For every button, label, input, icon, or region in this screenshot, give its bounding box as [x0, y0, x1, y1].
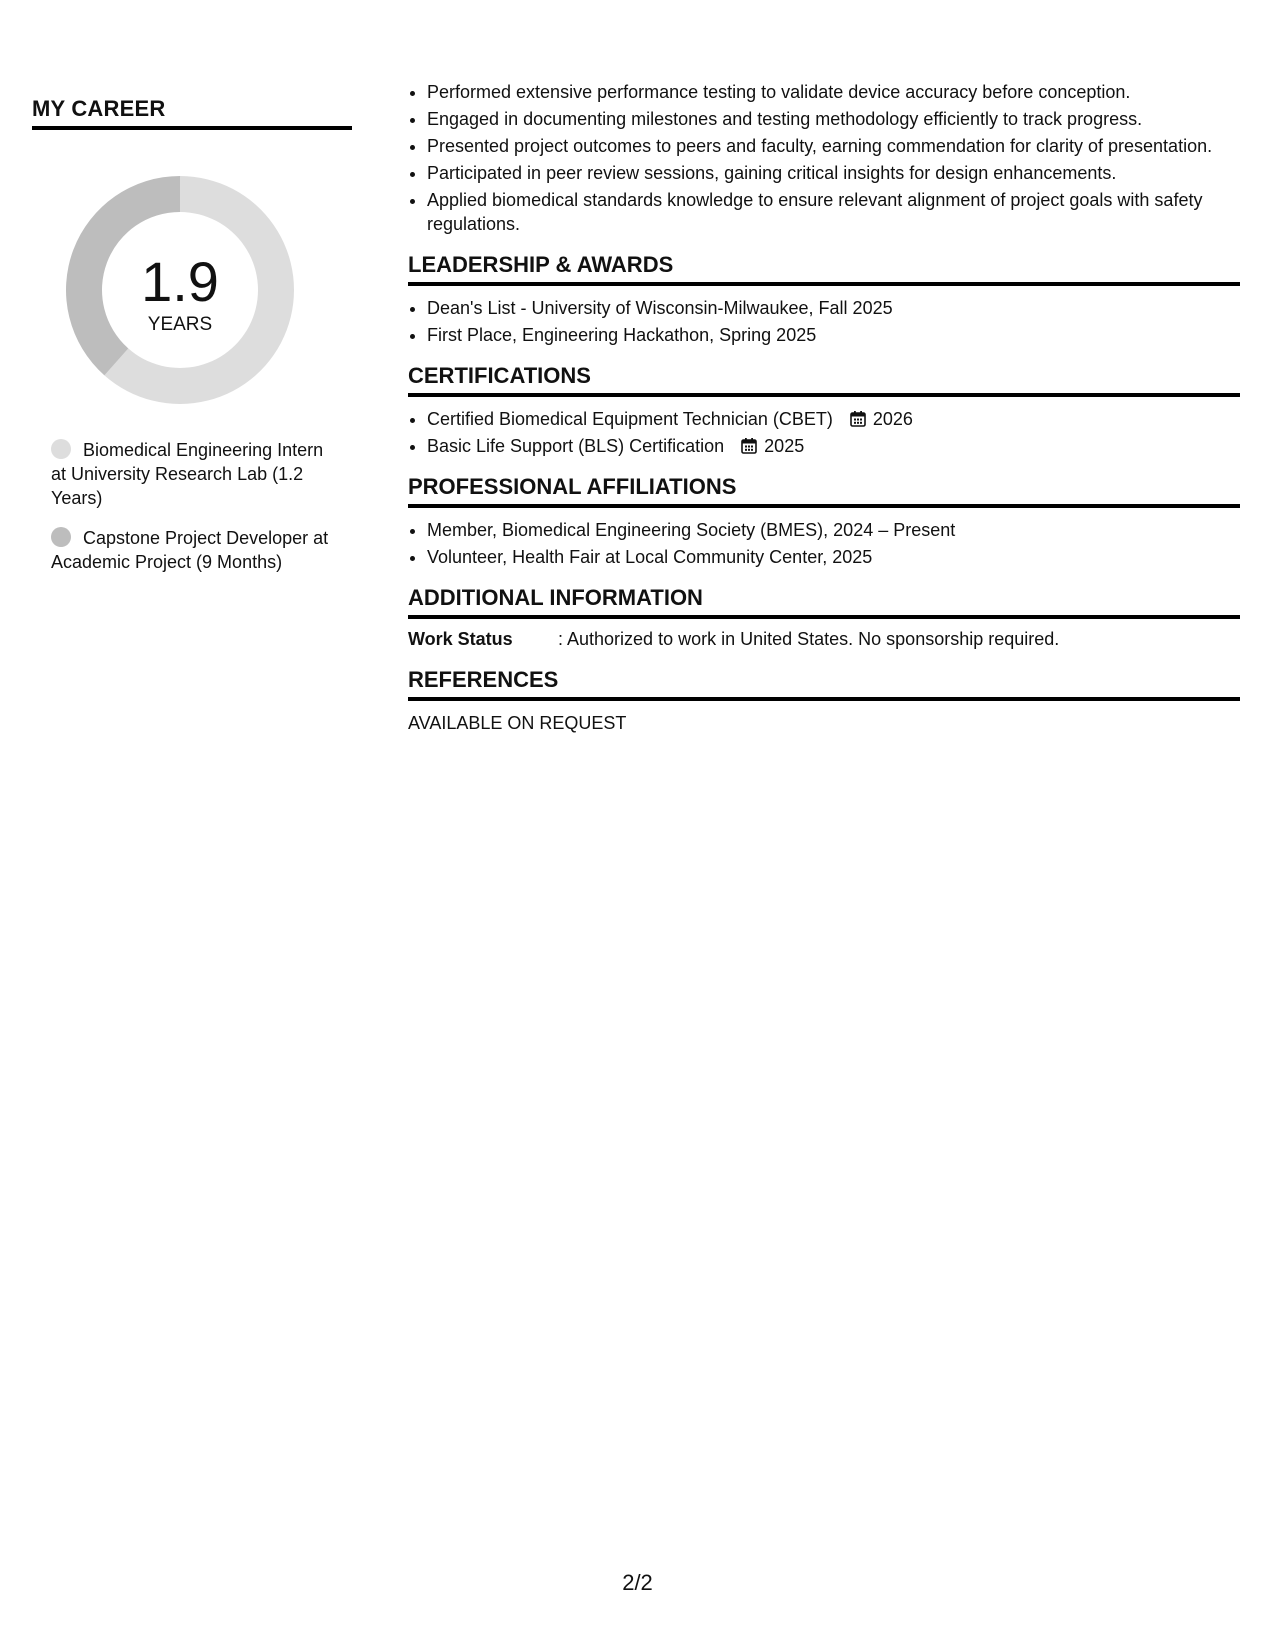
work-status-row [408, 627, 1240, 651]
section-title: REFERENCES [408, 667, 1240, 701]
experience-bullet: • Performed extensive performance testing to validate device accuracy before conception. [427, 80, 1240, 104]
experience-bullet: • Presented project outcomes to peers and faculty, earning commendation for clarity of presentation. [427, 134, 1240, 158]
affiliations-section [408, 474, 1240, 569]
career-legend-item [51, 526, 341, 574]
career-sidebar [32, 96, 352, 590]
leadership-list [408, 296, 1240, 347]
career-legend-item [51, 438, 341, 510]
section-title: CERTIFICATIONS [408, 363, 1240, 397]
total-years-unit: YEARS [147, 314, 213, 335]
career-heading: MY CAREER [32, 96, 352, 130]
calendar-icon [850, 410, 866, 427]
calendar-icon [741, 437, 757, 454]
certification-item [427, 434, 1240, 458]
certification-item [427, 407, 1240, 431]
additional-info-section [408, 585, 1240, 651]
main-content [408, 80, 1240, 735]
page-number: 2/2 [622, 1570, 653, 1595]
career-donut-chart [66, 176, 294, 404]
experience-bullet: • Engaged in documenting milestones and testing methodology efficiently to track progress. [427, 107, 1240, 131]
experience-bullet: • Participated in peer review sessions, gaining critical insights for design enhancements. [427, 161, 1240, 185]
certifications-list [408, 407, 1240, 458]
certification-name: Certified Biomedical Equipment Technician (CBET) [427, 409, 833, 429]
career-legend [51, 438, 352, 574]
total-years-value: 1.9 [141, 250, 219, 313]
section-title: LEADERSHIP & AWARDS [408, 252, 1240, 286]
career-legend-label: Capstone Project Developer at Academic Project (9 Months) [51, 528, 329, 572]
certification-year: 2026 [872, 409, 913, 429]
references-section [408, 667, 1240, 735]
leadership-section [408, 252, 1240, 347]
section-title: PROFESSIONAL AFFILIATIONS [408, 474, 1240, 508]
experience-bullet: • Applied biomedical standards knowledge to ensure relevant alignment of project goals with safety regulations. [427, 188, 1240, 236]
career-legend-label: Biomedical Engineering Intern at University Research Lab (1.2 Years) [51, 440, 324, 508]
experience-bullets [408, 80, 1240, 236]
affiliation-item: • Member, Biomedical Engineering Society (BMES), 2024 – Present [427, 518, 1240, 542]
affiliations-list [408, 518, 1240, 569]
work-status-value: : Authorized to work in United States. No sponsorship required. [558, 629, 1060, 649]
certifications-section [408, 363, 1240, 458]
leadership-item: • Dean's List - University of Wisconsin-Milwaukee, Fall 2025 [427, 296, 1240, 320]
legend-dot-icon [51, 527, 71, 547]
certification-name: Basic Life Support (BLS) Certification [427, 436, 725, 456]
legend-dot-icon [51, 439, 71, 459]
leadership-item: • First Place, Engineering Hackathon, Spring 2025 [427, 323, 1240, 347]
work-status-label: Work Status [408, 629, 513, 649]
section-title: ADDITIONAL INFORMATION [408, 585, 1240, 619]
donut-center [66, 176, 294, 336]
references-text: AVAILABLE ON REQUEST [408, 713, 627, 733]
affiliation-item: • Volunteer, Health Fair at Local Community Center, 2025 [427, 545, 1240, 569]
certification-year: 2025 [764, 436, 805, 456]
